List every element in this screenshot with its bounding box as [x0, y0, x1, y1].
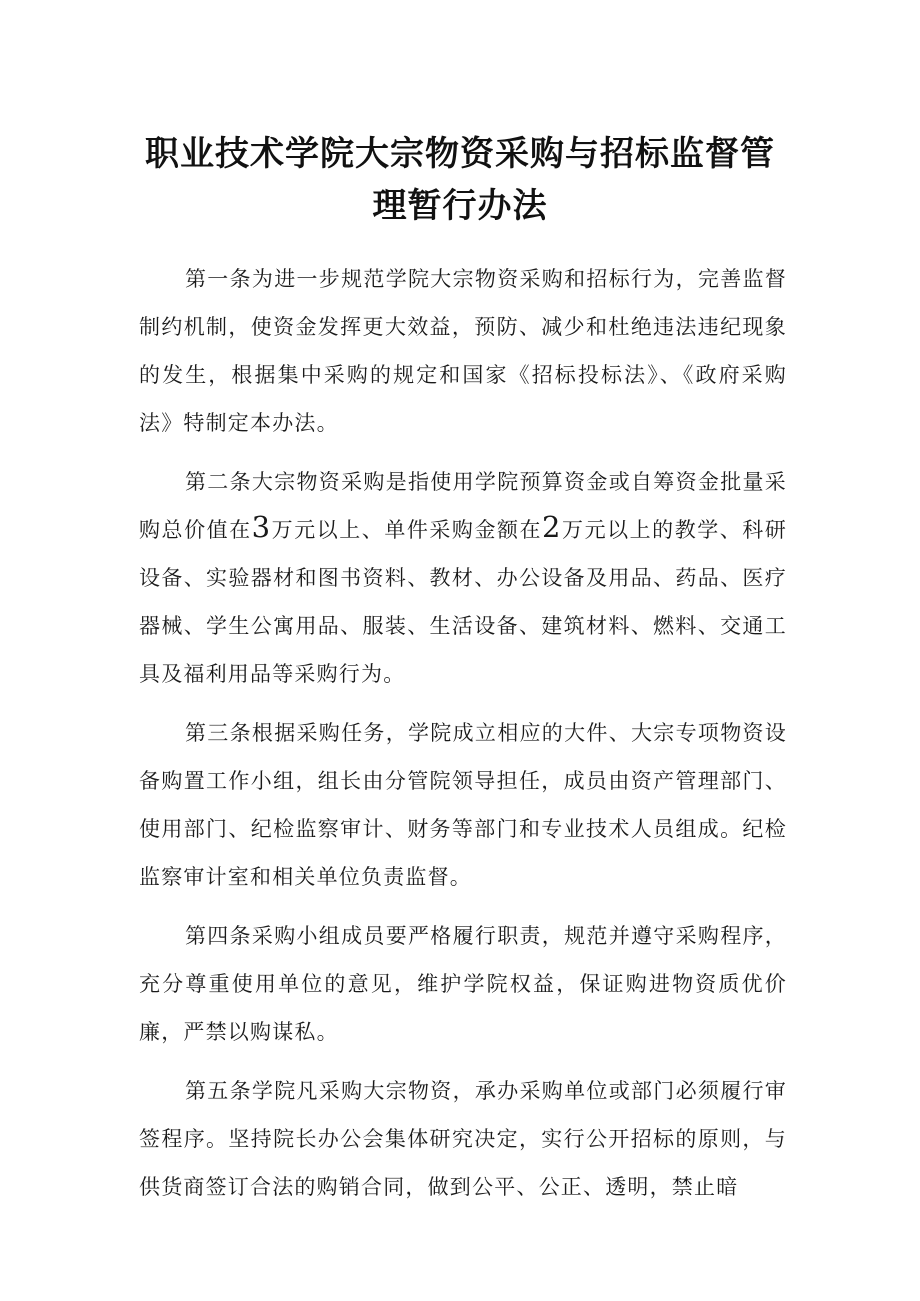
amount-single-item: 2	[542, 510, 562, 544]
article-5: 第五条学院凡采购大宗物资，承办采购单位或部门必须履行审签程序。坚持院长办公会集体研究决定，实行公开招标的原则，与供货商签订合法的购销合同，做到公平、公正、透明，禁止暗	[139, 1079, 787, 1199]
document-body	[139, 255, 787, 1222]
title-line-1: 职业技术学院大宗物资采购与招标监督管	[145, 134, 775, 174]
article-2	[139, 458, 787, 698]
article-1: 第一条为进一步规范学院大宗物资采购和招标行为，完善监督制约机制，使资金发挥更大效益，预防、减少和杜绝违法违纪现象的发生，根据集中采购的规定和国家《招标投标法》、《政府采购法》特制定本办法。	[139, 267, 787, 435]
document-title	[130, 128, 790, 232]
amount-total-value: 3	[251, 510, 272, 544]
article-4: 第四条采购小组成员要严格履行职责，规范并遵守采购程序，充分尊重使用单位的意见，维护学院权益，保证购进物资质优价廉，严禁以购谋私。	[139, 924, 787, 1044]
title-line-2: 理暂行办法	[372, 186, 548, 226]
article-2-text-b: 万元以上、单件采购金额在	[271, 518, 543, 542]
article-3: 第三条根据采购任务，学院成立相应的大件、大宗专项物资设备购置工作小组，组长由分管院领导担任，成员由资产管理部门、使用部门、纪检监察审计、财务等部门和专业技术人员组成。纪检监察审计室和相关单位负责监督。	[139, 721, 787, 889]
article-2-text-a: 第二条大宗物资采购是指使用学院预算资金或自筹资金批量采购总价值在	[139, 470, 787, 542]
article-2-text-c: 万元以上的教学、科研设备、实验器材和图书资料、教材、办公设备及用品、药品、医疗器械、学生公寓用品、服装、生活设备、建筑材料、燃料、交通工具及福利用品等采购行为。	[139, 518, 788, 686]
